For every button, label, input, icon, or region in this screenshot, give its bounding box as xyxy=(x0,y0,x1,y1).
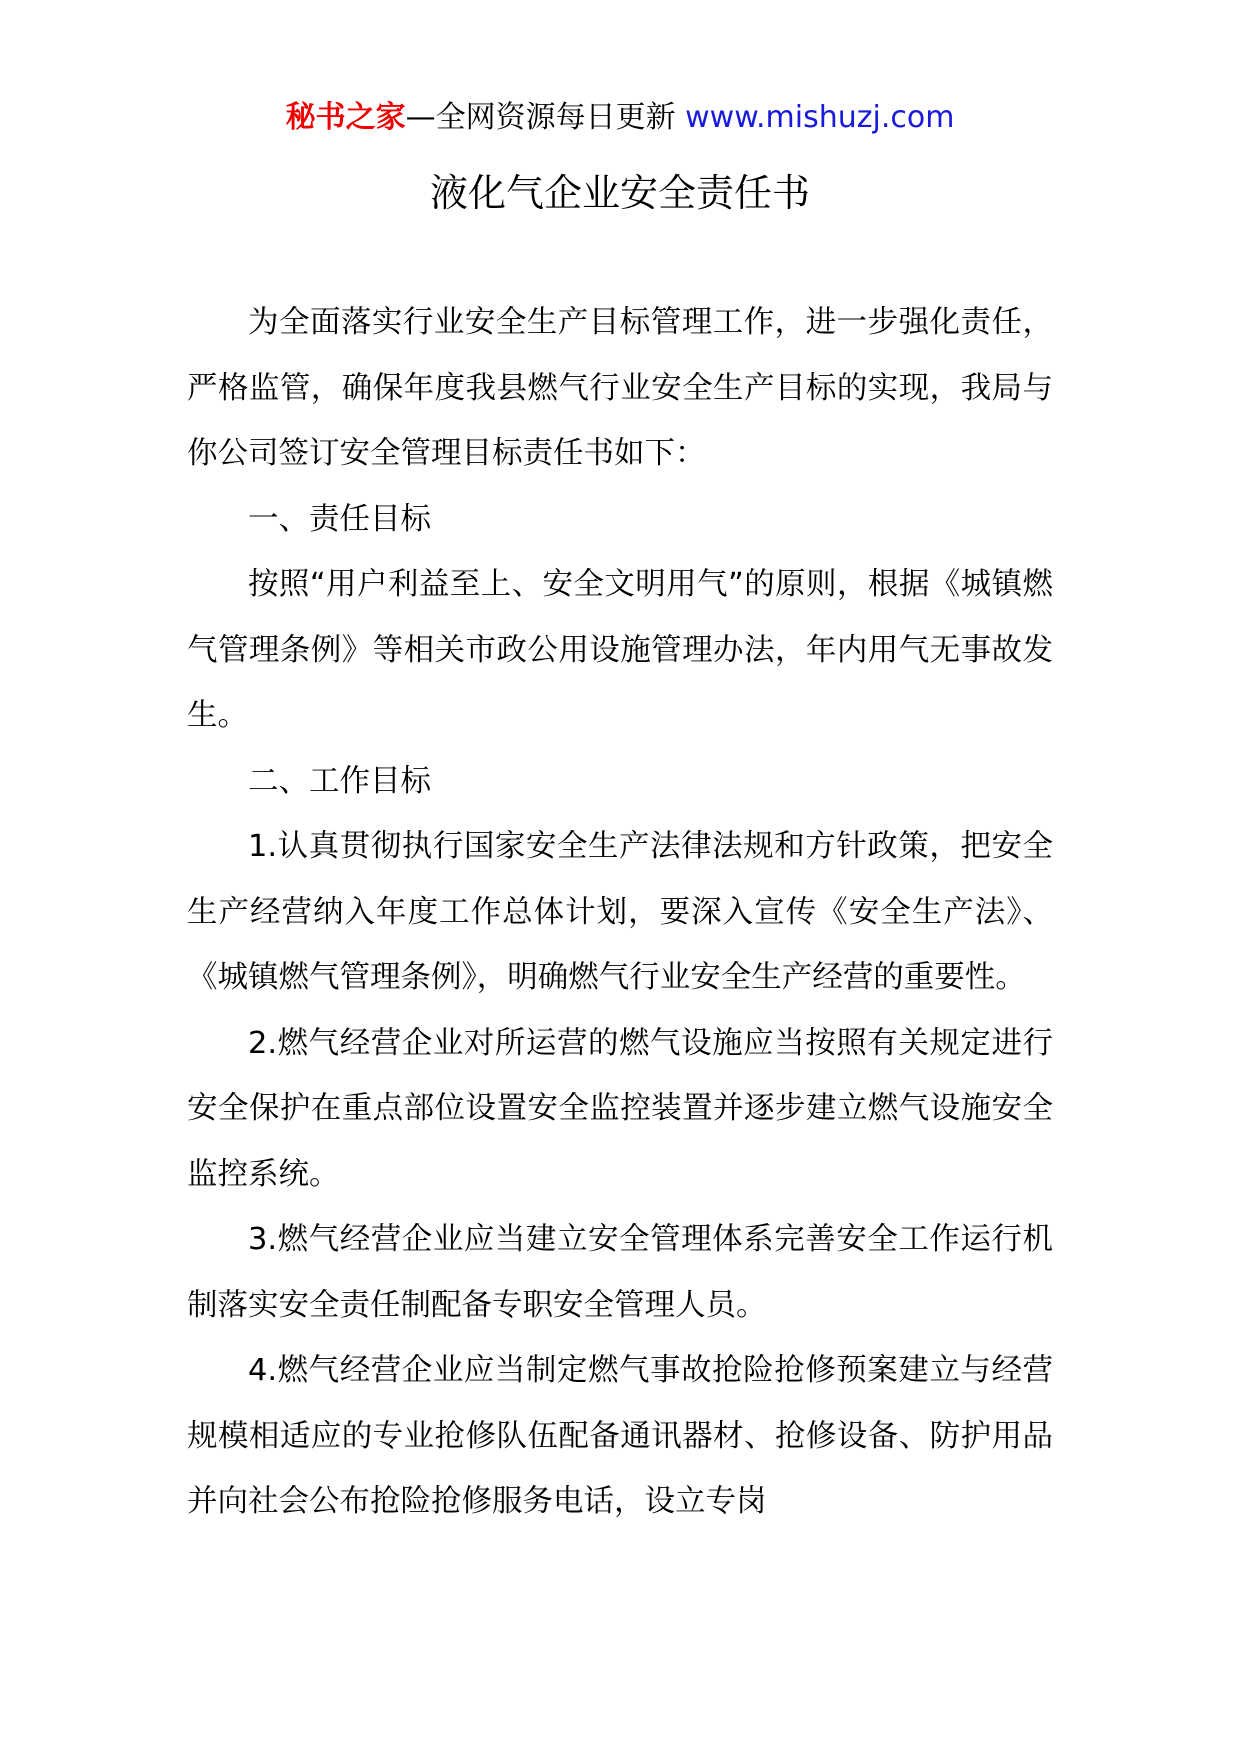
site-watermark-header xyxy=(0,98,1240,138)
document-body xyxy=(187,290,1053,1535)
section-heading-responsibility-goals: 一、责任目标 xyxy=(248,501,431,537)
brand-name: 秘书之家 xyxy=(285,100,406,135)
intro-paragraph: 为全面落实行业安全生产目标管理工作，进一步强化责任，严格监管，确保年度我县燃气行业安全生产目标的实现，我局与你公司签订安全管理目标责任书如下： xyxy=(187,305,1053,471)
work-goal-item-1: 1.认真贯彻执行国家安全生产法律法规和方针政策，把安全生产经营纳入年度工作总体计划，要深入宣传《安全生产法》、《城镇燃气管理条例》，明确燃气行业安全生产经营的重要性。 xyxy=(187,829,1053,995)
work-goal-item-2: 2.燃气经营企业对所运营的燃气设施应当按照有关规定进行安全保护在重点部位设置安全监控装置并逐步建立燃气设施安全监控系统。 xyxy=(187,1025,1053,1192)
site-url-link[interactable]: www.mishuzj.com xyxy=(685,100,955,135)
work-goal-item-3: 3.燃气经营企业应当建立安全管理体系完善安全工作运行机制落实安全责任制配备专职安全管理人员。 xyxy=(187,1222,1053,1323)
brand-tagline: —全网资源每日更新 xyxy=(405,100,686,135)
section-heading-work-goals: 二、工作目标 xyxy=(248,763,431,799)
work-goal-item-4: 4.燃气经营企业应当制定燃气事故抢险抢修预案建立与经营规模相适应的专业抢修队伍配备通讯器材、抢修设备、防护用品并向社会公布抢险抢修服务电话，设立专岗 xyxy=(187,1353,1053,1519)
document-title: 液化气企业安全责任书 xyxy=(429,171,810,215)
responsibility-goals-paragraph: 按照“用户利益至上、安全文明用气”的原则，根据《城镇燃气管理条例》等相关市政公用设施管理办法，年内用气无事故发生。 xyxy=(187,567,1053,733)
